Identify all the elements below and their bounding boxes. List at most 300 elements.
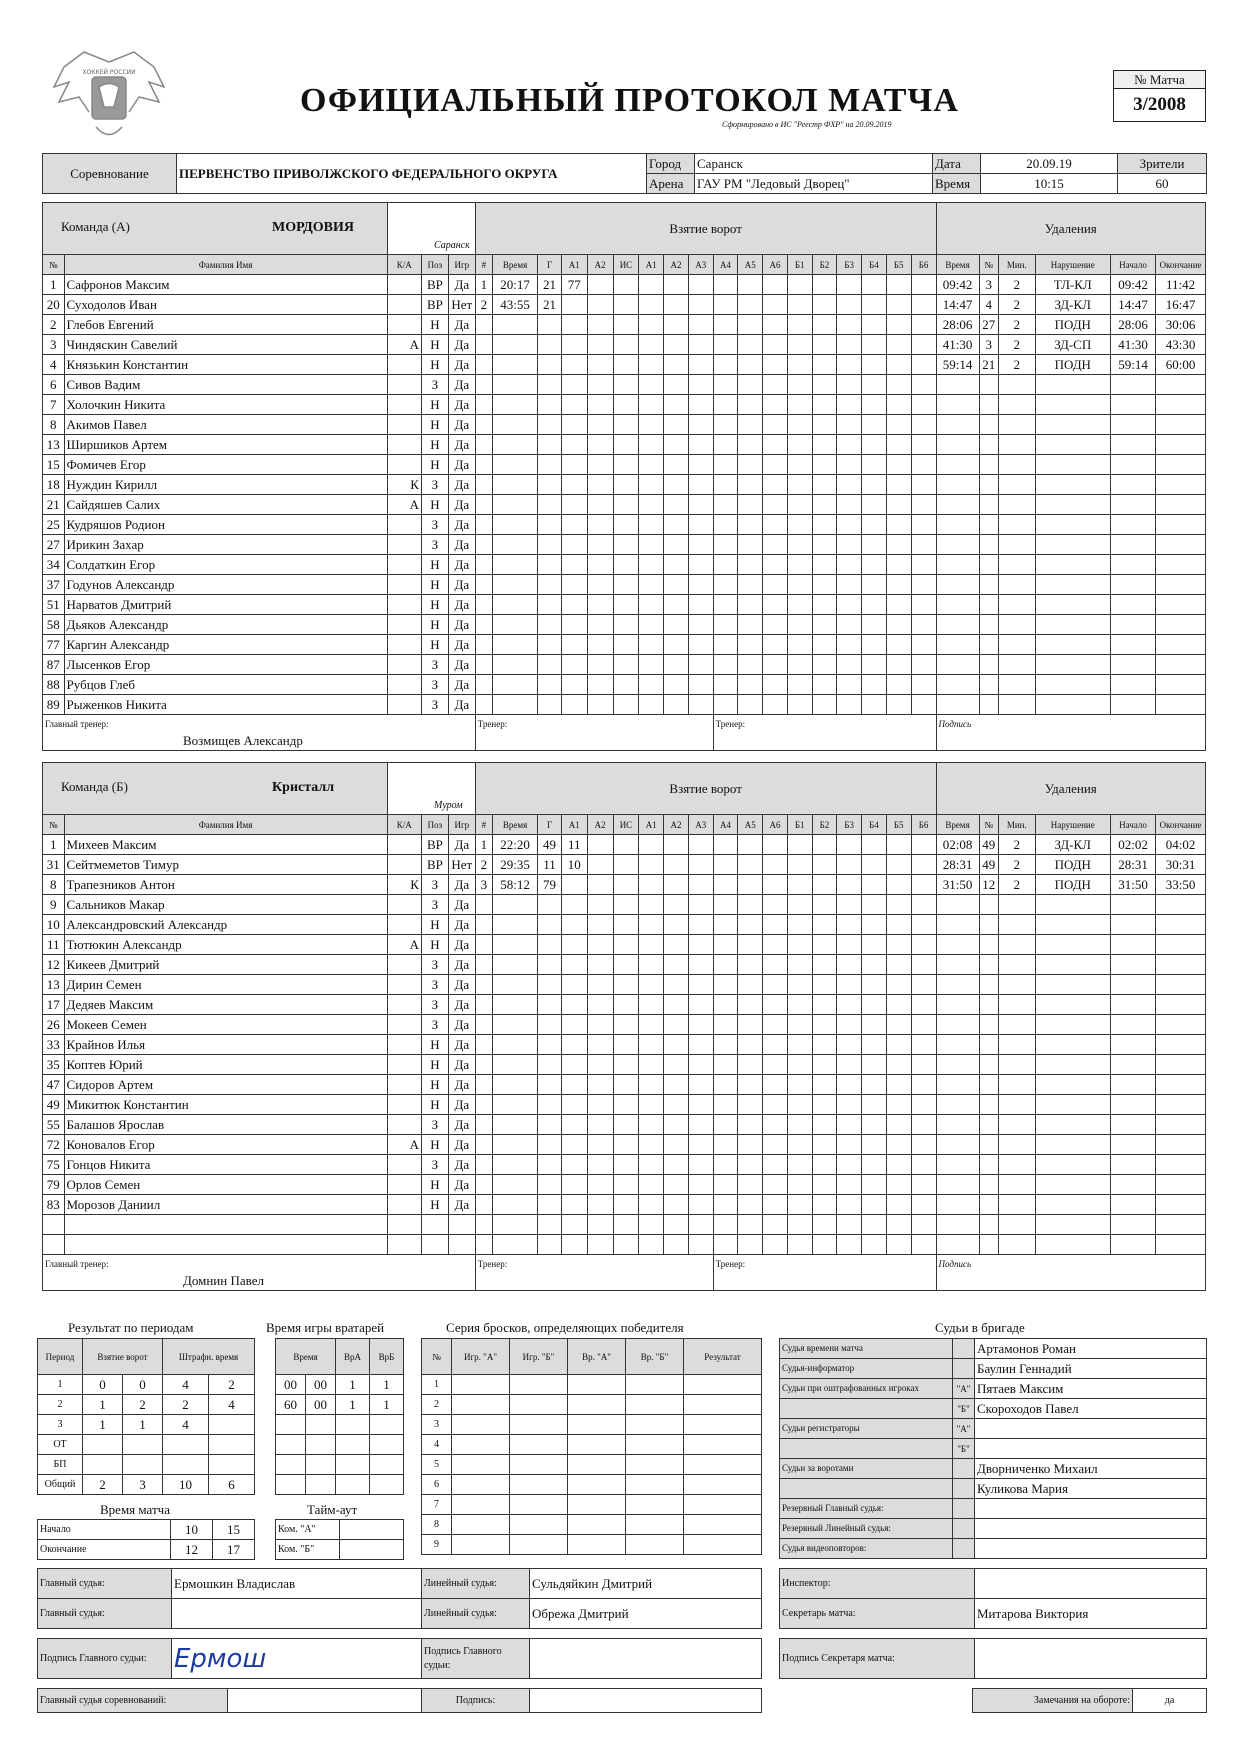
team-b-pen-time: 28:31 xyxy=(936,855,979,875)
table-row xyxy=(43,595,1206,615)
referee-team: "А" xyxy=(953,1419,975,1439)
period-cell: 2 xyxy=(38,1395,83,1415)
team-a-player-ka xyxy=(387,435,421,455)
team-b-name: Кристалл xyxy=(272,780,335,795)
team-a-player-play: Да xyxy=(448,395,475,415)
team-b-player-pos: Н xyxy=(421,1175,448,1195)
inspector-label: Инспектор: xyxy=(780,1569,975,1599)
table-row xyxy=(43,1235,1206,1255)
col-play: Игр xyxy=(448,815,475,835)
shootout-no: 2 xyxy=(422,1395,452,1415)
col-no: № xyxy=(43,255,65,275)
team-a-pen-type: ЗД-КЛ xyxy=(1035,295,1110,315)
goal-col-10: А5 xyxy=(738,255,763,275)
team-b-player-ka xyxy=(387,1035,421,1055)
shootout-col-0: № xyxy=(422,1339,452,1375)
team-a-player-play: Да xyxy=(448,315,475,335)
table-row xyxy=(780,1419,1207,1439)
shootout-no: 3 xyxy=(422,1415,452,1435)
team-a-player-pos: Н xyxy=(421,575,448,595)
pen-col-1: № xyxy=(979,255,998,275)
team-a-player-name: Акимов Павел xyxy=(64,415,387,435)
shootout-no: 7 xyxy=(422,1495,452,1515)
goalie-cell: 1 xyxy=(370,1375,404,1395)
team-b-player-ka xyxy=(387,895,421,915)
goalie-cell: 00 xyxy=(306,1395,336,1415)
table-row xyxy=(422,1475,762,1495)
team-a-pen-start: 28:06 xyxy=(1110,315,1155,335)
team-a-goal-scorer: 21 xyxy=(538,275,562,295)
table-row xyxy=(43,1195,1206,1215)
col-ka: К/А xyxy=(387,815,421,835)
goal-col-16: Б5 xyxy=(886,815,911,835)
goalie-b-col: ВрБ xyxy=(370,1339,404,1375)
team-b-player-name: Мокеев Семен xyxy=(64,1015,387,1035)
team-b-pen-start: 02:02 xyxy=(1110,835,1155,855)
timeout-title: Тайм-аут xyxy=(307,1502,358,1517)
team-b-player-play: Да xyxy=(448,915,475,935)
table-row xyxy=(780,1499,1207,1519)
goal-col-0: # xyxy=(475,815,492,835)
team-b-player-play: Да xyxy=(448,875,475,895)
team-b-player-pos: З xyxy=(421,1155,448,1175)
team-b-pen-no: 12 xyxy=(979,875,998,895)
goal-col-7: А2 xyxy=(664,815,689,835)
team-a-player-pos: Н xyxy=(421,415,448,435)
shootout-no: 5 xyxy=(422,1455,452,1475)
goal-col-11: А6 xyxy=(763,815,788,835)
table-row xyxy=(43,975,1206,995)
team-b-goal-a1: 11 xyxy=(561,835,587,855)
team-a-pen-min: 2 xyxy=(998,275,1035,295)
team-b-player-play: Да xyxy=(448,1175,475,1195)
table-row xyxy=(780,1359,1207,1379)
referee-name: Дворниченко Михаил xyxy=(975,1459,1207,1479)
team-b-head-coach-label: Главный тренер: xyxy=(45,1259,109,1269)
period-cell xyxy=(83,1455,123,1475)
team-a-pen-start: 14:47 xyxy=(1110,295,1155,315)
col-pos: Поз xyxy=(421,255,448,275)
team-a-pen-time: 41:30 xyxy=(936,335,979,355)
table-row xyxy=(780,1519,1207,1539)
table-row xyxy=(43,335,1206,355)
team-a-player-play: Да xyxy=(448,455,475,475)
team-a-player-name: Дьяков Александр xyxy=(64,615,387,635)
period-cell: 4 xyxy=(209,1395,255,1415)
signatures-table xyxy=(37,1638,762,1679)
team-b-pen-end: 04:02 xyxy=(1156,835,1206,855)
competition-name: ПЕРВЕНСТВО ПРИВОЛЖСКОГО ФЕДЕРАЛЬНОГО ОКРУГА xyxy=(177,154,647,194)
pen-col-2: Мин. xyxy=(998,255,1035,275)
team-a-player-play: Да xyxy=(448,355,475,375)
period-cell xyxy=(123,1435,163,1455)
table-row xyxy=(43,415,1206,435)
goal-col-16: Б5 xyxy=(886,255,911,275)
table-row xyxy=(43,615,1206,635)
col-name: Фамилия Имя xyxy=(64,255,387,275)
col-ka: К/А xyxy=(387,255,421,275)
team-a-pen-type: ЗД-СП xyxy=(1035,335,1110,355)
team-b-player-no: 75 xyxy=(43,1155,65,1175)
team-a-goal-a1: 77 xyxy=(561,275,587,295)
match-time-table xyxy=(37,1519,255,1560)
period-cell: 1 xyxy=(38,1375,83,1395)
team-a-player-pos: Н xyxy=(421,615,448,635)
notes-value: да xyxy=(1133,1689,1207,1713)
team-b-player-pos: Н xyxy=(421,935,448,955)
team-b-player-pos: Н xyxy=(421,1135,448,1155)
table-row xyxy=(43,1115,1206,1135)
team-b-player-play: Да xyxy=(448,1195,475,1215)
end-label: Окончание xyxy=(38,1540,171,1560)
period-col: Период xyxy=(38,1339,83,1375)
notes-table xyxy=(972,1688,1207,1713)
team-b-player-ka: А xyxy=(387,935,421,955)
goal-col-14: Б3 xyxy=(837,255,862,275)
team-a-player-pos: Н xyxy=(421,595,448,615)
team-b-player-no: 55 xyxy=(43,1115,65,1135)
team-a-player-play: Да xyxy=(448,275,475,295)
team-a-player-no: 13 xyxy=(43,435,65,455)
team-a-pen-min: 2 xyxy=(998,335,1035,355)
team-b-goal-scorer: 11 xyxy=(538,855,562,875)
team-b-goal-time: 22:20 xyxy=(493,835,538,855)
team-b-player-no: 72 xyxy=(43,1135,65,1155)
team-a-player-ka xyxy=(387,295,421,315)
team-b-roster-table xyxy=(42,762,1206,1291)
team-b-head-coach-cell xyxy=(43,1255,476,1291)
team-a-pen-no: 4 xyxy=(979,295,998,315)
team-b-player-no: 11 xyxy=(43,935,65,955)
referee-role: Судьи регистраторы xyxy=(780,1419,953,1439)
goals-col: Взятие ворот xyxy=(83,1339,163,1375)
team-a-player-ka xyxy=(387,635,421,655)
period-cell xyxy=(209,1455,255,1475)
goal-col-3: А1 xyxy=(561,815,587,835)
team-a-player-name: Рыженков Никита xyxy=(64,695,387,715)
goalie-cell: 60 xyxy=(276,1395,306,1415)
team-b-player-pos: Н xyxy=(421,1035,448,1055)
table-row xyxy=(43,875,1206,895)
table-row xyxy=(43,955,1206,975)
referee-team xyxy=(953,1459,975,1479)
referee-name xyxy=(975,1499,1207,1519)
team-a-player-pos: Н xyxy=(421,355,448,375)
team-a-pen-end: 60:00 xyxy=(1156,355,1206,375)
team-b-player-play: Да xyxy=(448,935,475,955)
goal-col-11: А6 xyxy=(763,255,788,275)
team-a-goal-scorer: 21 xyxy=(538,295,562,315)
generated-note: Сформировано в ИС "Реестр ФХР" на 20.09.2019 xyxy=(722,120,892,129)
referee-name: Скороходов Павел xyxy=(975,1399,1207,1419)
team-a-pen-time: 59:14 xyxy=(936,355,979,375)
team-a-player-pos: Н xyxy=(421,635,448,655)
goal-col-17: Б6 xyxy=(911,255,936,275)
team-a-pen-type: ТЛ-КЛ xyxy=(1035,275,1110,295)
goalie-cell: 00 xyxy=(306,1375,336,1395)
team-a-player-pos: З xyxy=(421,655,448,675)
team-b-pen-start: 31:50 xyxy=(1110,875,1155,895)
team-a-player-no: 77 xyxy=(43,635,65,655)
team-a-penalties-title: Удаления xyxy=(936,203,1205,255)
team-a-player-no: 89 xyxy=(43,695,65,715)
period-cell: 1 xyxy=(83,1415,123,1435)
table-row xyxy=(780,1459,1207,1479)
team-b-player-name: Балашов Ярослав xyxy=(64,1115,387,1135)
svg-text:ХОККЕЙ РОССИИ: ХОККЕЙ РОССИИ xyxy=(82,69,136,76)
team-b-player-ka xyxy=(387,1175,421,1195)
team-a-player-name: Суходолов Иван xyxy=(64,295,387,315)
team-a-player-name: Кудряшов Родион xyxy=(64,515,387,535)
goalie-cell: 1 xyxy=(336,1395,370,1415)
team-a-player-pos: З xyxy=(421,515,448,535)
team-b-player-pos: З xyxy=(421,955,448,975)
team-a-pen-end: 30:06 xyxy=(1156,315,1206,335)
team-a-label: Команда (А) xyxy=(61,219,130,234)
period-cell: 3 xyxy=(38,1415,83,1435)
pen-col-2: Мин. xyxy=(998,815,1035,835)
goal-col-12: Б1 xyxy=(787,815,812,835)
team-b-player-ka xyxy=(387,1015,421,1035)
table-row xyxy=(43,535,1206,555)
table-row xyxy=(780,1399,1207,1419)
team-a-player-play: Да xyxy=(448,575,475,595)
team-b-goal-time: 29:35 xyxy=(493,855,538,875)
team-b-player-name: Морозов Даниил xyxy=(64,1195,387,1215)
goal-col-5: ИС xyxy=(613,255,639,275)
goal-col-2: Г xyxy=(538,255,562,275)
team-b-player-no: 83 xyxy=(43,1195,65,1215)
table-row xyxy=(43,1095,1206,1115)
notes-label: Замечания на обороте: xyxy=(973,1689,1133,1713)
team-a-player-no: 7 xyxy=(43,395,65,415)
team-b-pen-time: 02:08 xyxy=(936,835,979,855)
table-row xyxy=(43,575,1206,595)
team-a-player-no: 15 xyxy=(43,455,65,475)
referee-team xyxy=(953,1479,975,1499)
team-a-coach-label: Тренер: xyxy=(477,719,508,729)
team-b-player-pos: Н xyxy=(421,1195,448,1215)
team-a-player-name: Ирикин Захар xyxy=(64,535,387,555)
team-b-pen-no: 49 xyxy=(979,835,998,855)
team-a-head-coach-cell xyxy=(43,715,476,751)
team-b-section xyxy=(42,762,1206,1291)
col-play: Игр xyxy=(448,255,475,275)
team-b-player-ka xyxy=(387,1195,421,1215)
table-row xyxy=(43,295,1206,315)
table-row xyxy=(43,1155,1206,1175)
team-b-player-name: Микитюк Константин xyxy=(64,1095,387,1115)
referee-role xyxy=(780,1439,953,1459)
shootout-no: 1 xyxy=(422,1375,452,1395)
sig-label: Подпись: xyxy=(422,1689,530,1713)
goal-col-8: А3 xyxy=(688,815,713,835)
team-b-player-no: 26 xyxy=(43,1015,65,1035)
goalie-cell: 1 xyxy=(370,1395,404,1415)
team-a-player-no: 27 xyxy=(43,535,65,555)
team-b-city: Муром xyxy=(434,800,463,811)
competition-label: Соревнование xyxy=(43,154,177,194)
team-a-section xyxy=(42,202,1206,751)
team-a-player-play: Да xyxy=(448,495,475,515)
team-b-player-name: Орлов Семен xyxy=(64,1175,387,1195)
table-row xyxy=(43,855,1206,875)
team-a-player-no: 37 xyxy=(43,575,65,595)
team-a-player-pos: З xyxy=(421,675,448,695)
line-ref-2: Обрежа Дмитрий xyxy=(530,1599,762,1629)
team-a-coach-label-2: Тренер: xyxy=(715,719,746,729)
team-a-player-name: Сафронов Максим xyxy=(64,275,387,295)
table-row xyxy=(38,1415,255,1435)
team-a-player-pos: Н xyxy=(421,495,448,515)
referee-role xyxy=(780,1479,953,1499)
team-a-player-play: Да xyxy=(448,435,475,455)
team-b-player-name: Коптев Юрий xyxy=(64,1055,387,1075)
referee-role: Судьи за воротами xyxy=(780,1459,953,1479)
match-number-label: № Матча xyxy=(1114,71,1205,89)
team-a-player-no: 2 xyxy=(43,315,65,335)
main-ref-label: Главный судья: xyxy=(38,1569,172,1599)
periods-title: Результат по периодам xyxy=(68,1320,194,1335)
pen-col-4: Начало xyxy=(1110,815,1155,835)
period-cell: 2 xyxy=(123,1395,163,1415)
team-b-player-name: Гонцов Никита xyxy=(64,1155,387,1175)
city-label: Город xyxy=(647,154,695,174)
team-a-player-pos: Н xyxy=(421,335,448,355)
team-b-pen-end: 30:31 xyxy=(1156,855,1206,875)
start-min: 15 xyxy=(213,1520,255,1540)
main-ref-label-2: Главный судья: xyxy=(38,1599,172,1629)
shootout-no: 9 xyxy=(422,1535,452,1555)
pen-col-4: Начало xyxy=(1110,255,1155,275)
team-a-player-ka xyxy=(387,695,421,715)
team-a-player-no: 18 xyxy=(43,475,65,495)
period-cell: БП xyxy=(38,1455,83,1475)
pen-col-3: Нарушение xyxy=(1035,815,1110,835)
team-a-pen-start: 59:14 xyxy=(1110,355,1155,375)
shootout-col-2: Игр. "Б" xyxy=(510,1339,568,1375)
team-a-player-name: Сивов Вадим xyxy=(64,375,387,395)
goal-col-9: А4 xyxy=(713,255,738,275)
team-a-player-ka xyxy=(387,595,421,615)
table-row xyxy=(276,1375,404,1395)
team-a-name: МОРДОВИЯ xyxy=(272,220,355,235)
team-a-goal-time: 43:55 xyxy=(493,295,538,315)
team-b-goal-time: 58:12 xyxy=(493,875,538,895)
team-b-goal-scorer: 49 xyxy=(538,835,562,855)
table-row xyxy=(276,1475,404,1495)
team-a-player-no: 88 xyxy=(43,675,65,695)
team-a-player-pos: Н xyxy=(421,455,448,475)
table-row xyxy=(780,1339,1207,1359)
team-a-player-ka xyxy=(387,275,421,295)
goal-col-13: Б2 xyxy=(812,815,837,835)
team-b-player-no: 79 xyxy=(43,1175,65,1195)
team-a-city: Саранск xyxy=(434,240,470,251)
team-b-player-no: 17 xyxy=(43,995,65,1015)
team-b-pen-start: 28:31 xyxy=(1110,855,1155,875)
goalie-cell: 1 xyxy=(336,1375,370,1395)
team-b-player-ka xyxy=(387,1155,421,1175)
line-ref-label: Линейный судья: xyxy=(422,1569,530,1599)
team-b-head-coach: Домнин Павел xyxy=(183,1273,264,1288)
team-b-player-name: Сальников Макар xyxy=(64,895,387,915)
team-b-player-no: 47 xyxy=(43,1075,65,1095)
main-ref-signature: Ермош xyxy=(172,1639,422,1679)
team-a-player-no: 1 xyxy=(43,275,65,295)
team-a-pen-min: 2 xyxy=(998,315,1035,335)
team-a-player-pos: З xyxy=(421,475,448,495)
team-a-player-name: Глебов Евгений xyxy=(64,315,387,335)
team-b-player-play: Да xyxy=(448,1135,475,1155)
table-row xyxy=(38,1375,255,1395)
team-b-player-pos: З xyxy=(421,1015,448,1035)
table-row xyxy=(38,1475,255,1495)
referee-name: Пятаев Максим xyxy=(975,1379,1207,1399)
table-row xyxy=(422,1415,762,1435)
shootout-no: 4 xyxy=(422,1435,452,1455)
team-b-signature-label: Подпись xyxy=(938,1259,972,1269)
period-cell xyxy=(163,1435,209,1455)
referee-team: "Б" xyxy=(953,1439,975,1459)
inspector-value xyxy=(975,1569,1207,1599)
page-title: ОФИЦИАЛЬНЫЙ ПРОТОКОЛ МАТЧА xyxy=(300,82,959,119)
team-b-pen-no: 49 xyxy=(979,855,998,875)
start-hour: 10 xyxy=(171,1520,213,1540)
line-ref-1: Сульдяйкин Дмитрий xyxy=(530,1569,762,1599)
goal-col-1: Время xyxy=(493,815,538,835)
goal-col-2: Г xyxy=(538,815,562,835)
goal-col-5: ИС xyxy=(613,815,639,835)
team-a-head-coach: Возмищев Александр xyxy=(183,733,303,748)
team-b-pen-min: 2 xyxy=(998,835,1035,855)
team-a-head-coach-label: Главный тренер: xyxy=(45,719,109,729)
team-a-player-play: Да xyxy=(448,695,475,715)
team-b-label-cell xyxy=(43,763,388,815)
team-b-goal-no: 3 xyxy=(475,875,492,895)
team-b-penalties-title: Удаления xyxy=(936,763,1205,815)
team-a-player-ka xyxy=(387,395,421,415)
team-b-player-no: 33 xyxy=(43,1035,65,1055)
inspector-table xyxy=(779,1568,1207,1629)
team-a-player-no: 87 xyxy=(43,655,65,675)
team-a-player-no: 51 xyxy=(43,595,65,615)
team-a-player-no: 3 xyxy=(43,335,65,355)
emblem-icon xyxy=(44,42,174,152)
team-a-pen-min: 2 xyxy=(998,355,1035,375)
arena-label: Арена xyxy=(647,174,695,194)
goalie-cell: 00 xyxy=(276,1375,306,1395)
officials-table xyxy=(37,1568,762,1629)
team-b-player-play: Да xyxy=(448,1055,475,1075)
end-hour: 12 xyxy=(171,1540,213,1560)
team-a-player-play: Да xyxy=(448,335,475,355)
timeout-a-label: Ком. "А" xyxy=(276,1520,340,1540)
shootout-col-3: Вр. "А" xyxy=(568,1339,626,1375)
comp-ref-table xyxy=(37,1688,762,1713)
goal-col-4: А2 xyxy=(587,815,613,835)
goal-col-15: Б4 xyxy=(862,815,887,835)
goalie-a-col: ВрА xyxy=(336,1339,370,1375)
team-a-player-name: Князькин Константин xyxy=(64,355,387,375)
goalie-time-title: Время игры вратарей xyxy=(266,1320,385,1335)
period-cell: 10 xyxy=(163,1475,209,1495)
team-b-player-name: Сейтмеметов Тимур xyxy=(64,855,387,875)
table-row xyxy=(422,1495,762,1515)
team-b-player-play: Да xyxy=(448,1035,475,1055)
team-a-player-name: Нуждин Кирилл xyxy=(64,475,387,495)
team-a-player-play: Да xyxy=(448,375,475,395)
